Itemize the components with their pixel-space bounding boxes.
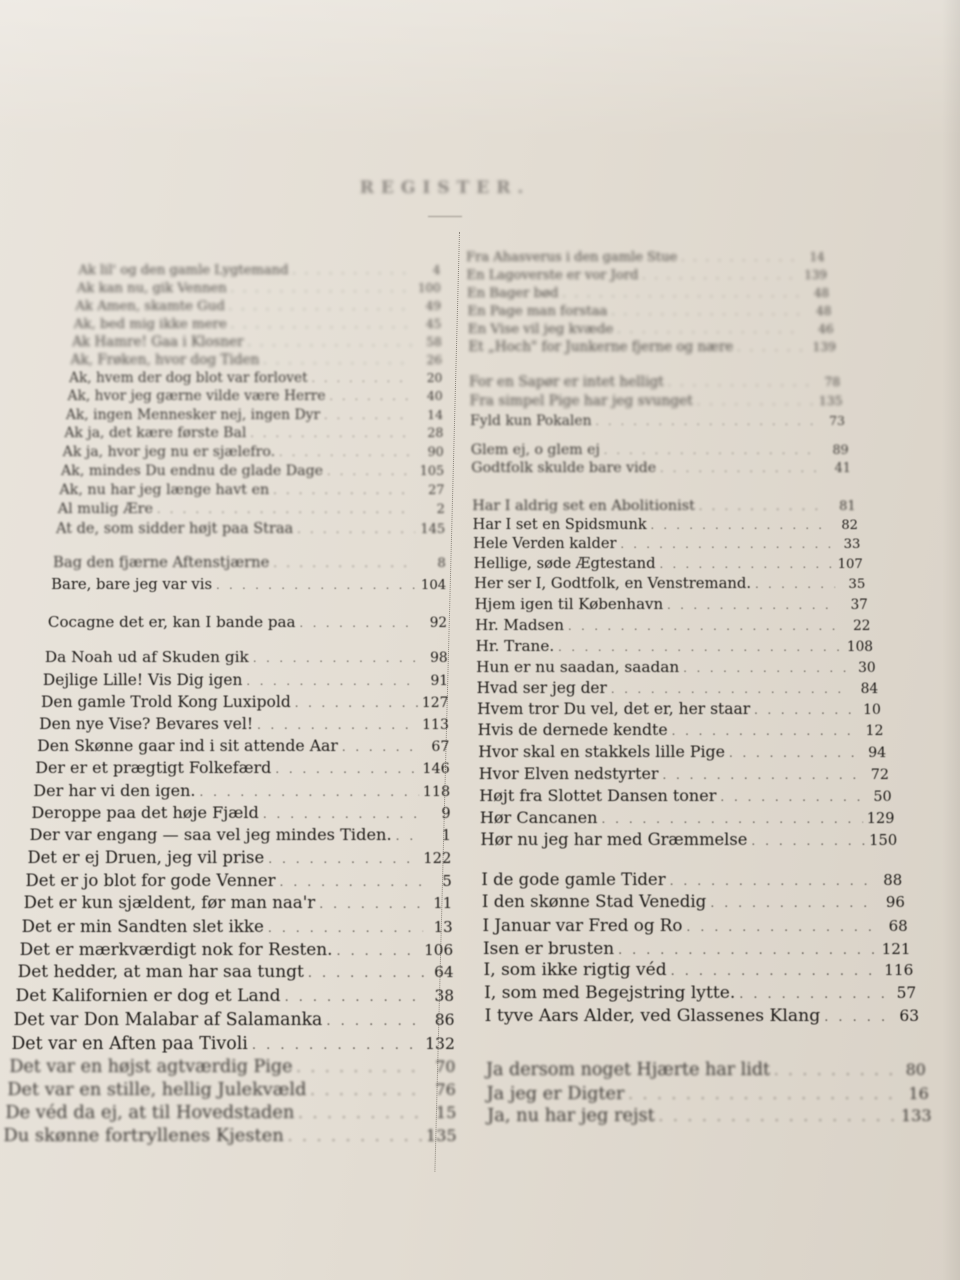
leader-dots [710, 891, 875, 915]
entry-page-number: 11 [433, 894, 453, 912]
entry-page-number: 8 [437, 556, 446, 571]
entry-page-number: 26 [426, 353, 443, 367]
entry-page-number: 129 [866, 811, 895, 827]
entry-page-number: 127 [421, 695, 449, 711]
index-entry [470, 409, 845, 433]
entry-page-number: 63 [899, 1007, 920, 1025]
entry-page-number: 68 [888, 917, 908, 935]
entry-page-number: 58 [426, 335, 442, 349]
entry-page-number: 150 [869, 832, 898, 849]
entry-title: Ak ja, hvor jeg nu er sjælefro. [62, 444, 276, 460]
index-entry [16, 984, 455, 1008]
entry-page-number: 4 [432, 263, 441, 277]
entry-page-number: 49 [425, 299, 441, 313]
entry-page-number: 91 [430, 673, 449, 689]
index-entry [37, 734, 449, 758]
leader-dots [737, 337, 806, 361]
page-heading: REGISTER. [359, 178, 531, 198]
entry-page-number: 12 [865, 723, 884, 739]
index-entry [41, 690, 449, 714]
index-entry [43, 668, 448, 692]
entry-title: Dejlige Lille! Vis Dig igen [42, 671, 243, 689]
entry-title: Det er ej Druen, jeg vil prise [27, 848, 265, 867]
index-entry [487, 1082, 929, 1106]
entry-page-number: 50 [873, 789, 892, 805]
index-entry [482, 913, 907, 937]
entry-page-number: 113 [422, 717, 449, 733]
entry-page-number: 9 [441, 806, 451, 822]
leader-dots [326, 1010, 424, 1034]
entry-page-number: 139 [812, 340, 836, 354]
entry-page-number: 41 [834, 461, 851, 476]
entry-page-number: 22 [853, 618, 871, 634]
index-entry [479, 784, 891, 808]
entry-page-number: 30 [858, 660, 876, 676]
entry-title: Hellige, søde Ægtestand [473, 555, 656, 572]
entry-title: I den skønne Stad Venedig [481, 892, 707, 911]
index-entry [27, 846, 451, 870]
index-entry [39, 712, 449, 736]
entry-title: Fra simpel Pige har jeg svunget [469, 393, 693, 409]
index-entry [18, 960, 454, 984]
entry-title: Det er min Sandten slet ikke [21, 916, 264, 936]
entry-title: Det er jo blot for gode Venner [25, 871, 276, 890]
index-entry [483, 936, 911, 960]
leader-dots [751, 829, 865, 853]
entry-title: Hvor Elven nedstyrter [478, 764, 659, 783]
entry-page-number: 33 [843, 537, 861, 552]
index-entry [480, 828, 897, 852]
entry-title: De véd da ej, at til Hovedstaden [5, 1102, 295, 1123]
leader-dots [288, 1126, 422, 1150]
entry-title: Der er et prægtigt Folkefærd [35, 758, 272, 777]
heading-rule [428, 216, 462, 217]
index-entry [25, 869, 451, 893]
entry-page-number: 20 [426, 371, 443, 385]
leader-dots [396, 824, 421, 848]
leader-dots [659, 1106, 897, 1130]
entry-title: Hvor skal en stakkels lille Pige [478, 742, 725, 761]
entry-title: At de, som sidder højt paa Straa [55, 521, 294, 537]
entry-title: Den nye Vise? Bevares vel! [39, 715, 254, 733]
index-entry [484, 958, 914, 982]
entry-page-number: 35 [848, 577, 866, 592]
index-entry [31, 801, 450, 825]
leader-dots [319, 892, 422, 916]
entry-title: Det Kalifornien er dog et Land [15, 986, 281, 1006]
index-entry [479, 762, 889, 786]
entry-page-number: 116 [884, 961, 914, 979]
entry-page-number: 14 [809, 250, 825, 264]
entry-title: Hun er nu saadan, saadan [476, 658, 680, 676]
entry-page-number: 10 [863, 702, 881, 718]
entry-title: I de gode gamle Tider [481, 870, 666, 889]
entry-page-number: 64 [434, 963, 454, 981]
entry-page-number: 72 [870, 767, 889, 783]
entry-title: Fra Ahasverus i den gamle Stue [466, 250, 678, 265]
entry-page-number: 132 [425, 1034, 455, 1053]
leader-dots [275, 757, 418, 781]
leader-dots [824, 1006, 889, 1030]
entry-title: I, som ikke rigtig véd [483, 960, 667, 980]
entry-title: Hør Cancanen [479, 808, 598, 827]
index-entry [48, 610, 447, 634]
entry-page-number: 89 [832, 442, 849, 457]
entry-page-number: 46 [818, 322, 834, 336]
leader-dots [297, 518, 415, 542]
index-entry [480, 806, 895, 830]
entry-title: Al mulig Ære [57, 501, 153, 517]
entry-title: Fyld kun Pokalen [470, 413, 592, 429]
page-edge-shadow [942, 0, 960, 1280]
entry-title: Den gamle Trold Kong Luxipold [41, 693, 291, 711]
index-entry [485, 1004, 919, 1028]
entry-page-number: 81 [839, 499, 856, 514]
entry-page-number: 48 [813, 286, 830, 300]
entry-title: Hjem igen til København [474, 595, 664, 613]
entry-page-number: 78 [824, 375, 841, 389]
entry-page-number: 14 [427, 407, 444, 422]
entry-page-number: 86 [434, 1011, 455, 1029]
index-entry [9, 1055, 455, 1079]
leader-dots [596, 410, 815, 434]
entry-page-number: 27 [428, 483, 445, 498]
entry-page-number: 108 [846, 639, 874, 655]
entry-title: Ak, nu har jeg længe havt en [59, 482, 270, 498]
entry-title: Ja dersom noget Hjærte har lidt [485, 1060, 771, 1080]
index-entry [478, 718, 884, 742]
leader-dots [300, 611, 417, 635]
entry-page-number: 28 [427, 425, 444, 440]
entry-title: Ak, ingen Mennesker nej, ingen Dyr [65, 407, 321, 423]
entry-title: I, som med Begejstring lytte. [484, 983, 736, 1003]
entry-title: Isen er brusten [483, 938, 615, 958]
entry-title: Hvis de dernede kendte [477, 720, 668, 739]
entry-title: Ja jeg er Digter [486, 1084, 625, 1104]
leader-dots [253, 646, 418, 670]
entry-title: Hr. Trane. [475, 637, 555, 655]
entry-title: Hr. Madsen [475, 616, 564, 634]
entry-title: Ak lil' og den gamle Lygtemand [78, 263, 289, 278]
entry-title: Et „Hoch" for Junkerne fjerne og nære [468, 339, 734, 355]
entry-page-number: 88 [883, 871, 903, 889]
entry-page-number: 76 [435, 1080, 456, 1099]
entry-title: Det var Don Malabar af Salamanka [13, 1010, 323, 1030]
leader-dots [308, 962, 424, 986]
entry-page-number: 57 [896, 984, 917, 1002]
index-entry [51, 573, 446, 597]
index-entry [478, 740, 886, 764]
index-entry [7, 1078, 455, 1102]
entry-title: Du skønne fortryllenes Kjesten [3, 1125, 284, 1146]
index-entry [11, 1032, 455, 1056]
entry-title: I Januar var Fred og Ro [482, 915, 683, 935]
entry-title: Har I set en Spidsmunk [472, 517, 647, 533]
index-entry [13, 1008, 454, 1032]
index-entry [53, 551, 446, 575]
page-highlight [0, 0, 960, 140]
entry-title: Ak ja, det kære første Bal [64, 425, 247, 441]
entry-title: Ak, mindes Du endnu de glade Dage [61, 463, 324, 479]
entry-page-number: 145 [420, 522, 446, 537]
entry-page-number: 105 [419, 464, 445, 479]
entry-title: Højt fra Slottet Dansen toner [479, 786, 717, 805]
entry-title: Det var en højst agtværdig Pige [9, 1057, 293, 1077]
leader-dots [268, 847, 419, 871]
entry-page-number: 16 [908, 1084, 929, 1103]
index-entry [24, 891, 453, 915]
entry-title: I tyve Aars Alder, ved Glassenes Klang [484, 1006, 821, 1026]
entry-title: Ak Hamre! Gaa i Klosner [72, 334, 244, 350]
index-entry [33, 779, 450, 803]
entry-title: Der har vi den igen. [33, 781, 196, 800]
entry-title: Glem ej, o glem ej [470, 442, 600, 458]
entry-page-number: 84 [860, 681, 879, 697]
entry-page-number: 98 [430, 650, 448, 666]
entry-page-number: 38 [434, 987, 455, 1005]
entry-page-number: 67 [431, 739, 450, 755]
entry-title: For en Sapør er intet helligt [469, 374, 664, 390]
entry-page-number: 73 [829, 413, 846, 428]
entry-title: Her ser I, Godtfolk, en Venstremand. [474, 575, 752, 592]
entry-page-number: 122 [423, 850, 452, 867]
entry-page-number: 5 [442, 872, 452, 890]
entry-title: Ak, Frøken, hvor dog Tiden [70, 352, 260, 368]
entry-title: Da Noah ud af Skuden gik [44, 648, 249, 666]
entry-title: Ak kan nu, gik Vennen [76, 281, 227, 296]
index-entry [482, 890, 905, 914]
index-entry [3, 1124, 456, 1148]
entry-title: Den Skønne gaar ind i sit attende Aar [37, 736, 338, 755]
entry-title: Hør nu jeg har med Græmmelse [480, 830, 748, 849]
index-entry [487, 1104, 931, 1128]
entry-page-number: 82 [841, 518, 858, 533]
entry-page-number: 135 [818, 393, 843, 408]
leader-dots [285, 986, 424, 1010]
entry-page-number: 106 [424, 941, 454, 959]
entry-title: Ak, hvor jeg gærne vilde være Herre [67, 388, 326, 404]
entry-page-number: 2 [436, 502, 445, 517]
entry-title: Bag den fjærne Aftenstjærne [53, 554, 270, 571]
entry-title: Der var engang — saa vel jeg mindes Tiden. [29, 825, 392, 844]
index-entry [481, 868, 902, 892]
entry-title: En Bager bød [467, 286, 559, 301]
entry-title: Det hedder, at man har saa tungt [17, 962, 304, 982]
entry-title: En Lagoverste er vor Jord [466, 268, 639, 283]
entry-page-number: 133 [900, 1106, 932, 1125]
index-entry [484, 981, 916, 1005]
entry-title: En Page man forstaa [467, 304, 608, 319]
entry-page-number: 15 [435, 1103, 457, 1122]
entry-page-number: 90 [427, 444, 444, 459]
entry-title: Godtfolk skulde bare vide [471, 460, 657, 476]
index-entry [56, 517, 445, 541]
index-entry [20, 937, 454, 961]
index-entry [471, 456, 851, 480]
index-entry [45, 645, 448, 669]
entry-page-number: 107 [837, 557, 863, 572]
entry-page-number: 13 [433, 918, 453, 936]
entry-title: Ak Amen, skamte Gud [75, 299, 225, 314]
entry-title: Ak, bed mig ikke mere [73, 317, 227, 332]
entry-page-number: 92 [429, 615, 447, 631]
leader-dots [774, 1060, 896, 1084]
entry-title: Det er mærkværdigt nok for Resten. [19, 939, 333, 959]
entry-page-number: 37 [850, 597, 868, 613]
index-entry [22, 914, 453, 938]
entry-title: Hele Verden kalder [473, 535, 617, 552]
entry-page-number: 96 [885, 893, 905, 911]
entry-page-number: 121 [881, 940, 911, 958]
entry-title: Ak, hvem der dog blot var forlovet [69, 370, 308, 386]
entry-page-number: 100 [418, 281, 441, 295]
entry-title: Det var en stille, hellig Julekvæld [7, 1080, 307, 1100]
entry-title: Ja, nu har jeg rejst [487, 1105, 655, 1126]
entry-title: Deroppe paa det høje Fjæld [31, 803, 259, 822]
entry-title: Cocagne det er, kan I bande paa [47, 613, 296, 631]
entry-page-number: 135 [425, 1126, 457, 1145]
entry-page-number: 146 [422, 761, 450, 777]
entry-title: Hvad ser jeg der [476, 679, 607, 697]
entry-page-number: 94 [868, 745, 887, 761]
entry-page-number: 139 [804, 268, 827, 282]
leader-dots [216, 574, 416, 598]
entry-title: Bare, bare jeg var vis [51, 576, 213, 593]
index-entry [5, 1101, 456, 1125]
entry-page-number: 80 [905, 1060, 926, 1079]
entry-title: Hvem tror Du vel, det er, her staar [477, 700, 751, 718]
entry-title: En Vise vil jeg kvæde [467, 322, 614, 337]
entry-page-number: 70 [435, 1057, 456, 1076]
entry-title: Det var en Aften paa Tivoli [11, 1034, 248, 1054]
entry-page-number: 40 [426, 388, 443, 403]
index-entry [29, 823, 451, 847]
entry-page-number: 118 [422, 784, 451, 800]
index-entry [35, 756, 449, 780]
entry-title: Det er kun sjældent, før man naa'r [23, 893, 316, 912]
entry-page-number: 45 [426, 317, 442, 331]
index-entry [486, 1058, 926, 1082]
entry-title: Har I aldrig set en Abolitionist [472, 498, 695, 514]
index-entry [468, 335, 836, 359]
leader-dots [660, 457, 821, 481]
entry-page-number: 104 [420, 578, 447, 593]
entry-page-number: 48 [816, 304, 832, 318]
entry-page-number: 1 [441, 827, 451, 844]
